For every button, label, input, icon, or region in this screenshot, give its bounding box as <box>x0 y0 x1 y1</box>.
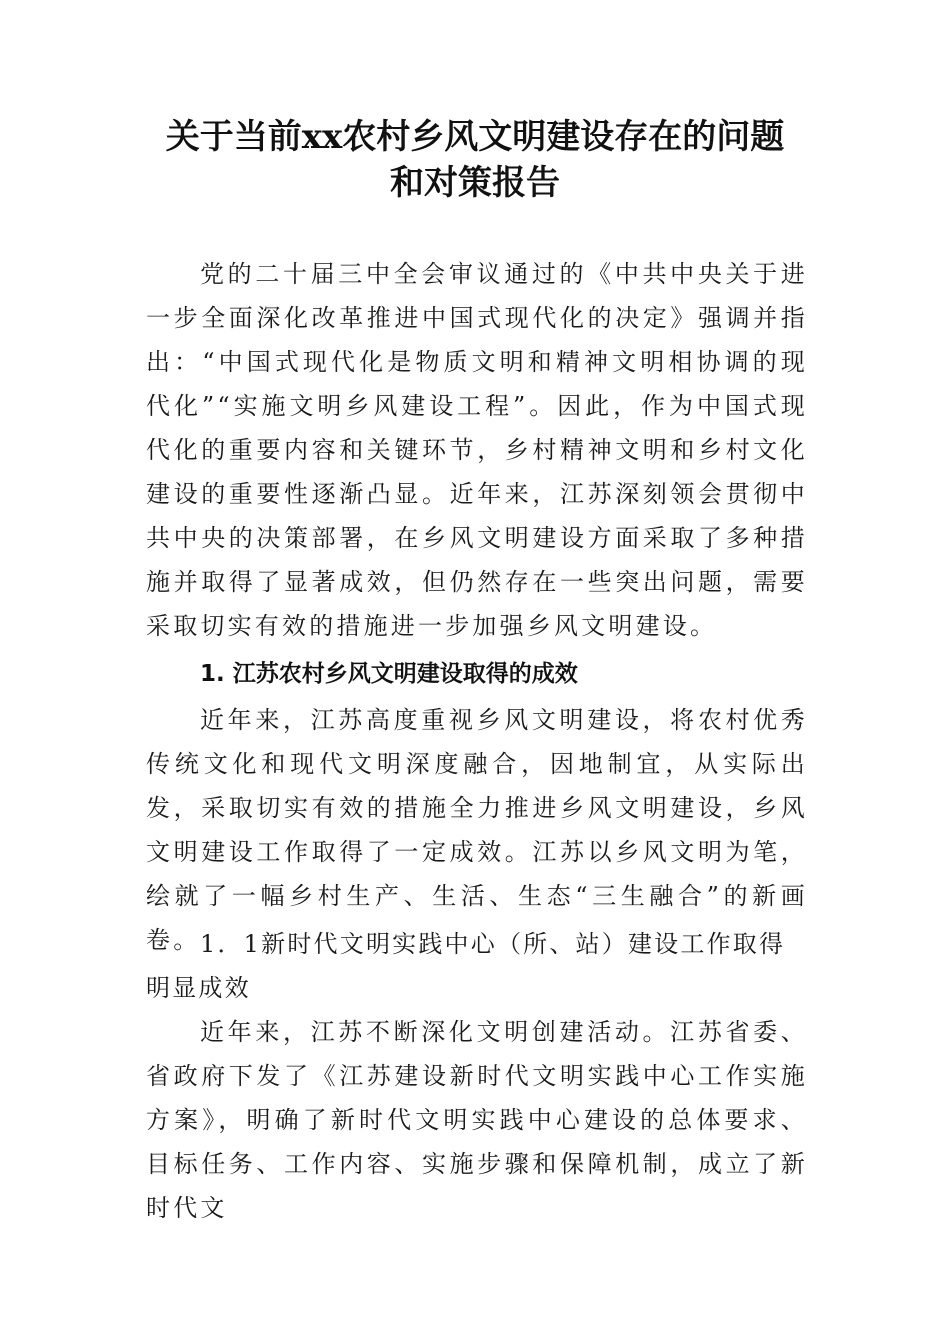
section-heading-1: 1. 江苏农村乡风文明建设取得的成效 <box>200 661 578 687</box>
section-heading-1-1: 1．1新时代文明实践中心（所、站）建设工作取得明显成效 <box>146 930 786 1002</box>
paragraph-practice-center: 近年来，江苏不断深化文明创建活动。江苏省委、省政府下发了《江苏建设新时代文明实践中心工作实施方案》，明确了新时代文明实践中心建设的总体要求、目标任务、工作内容、实施步骤和保障机制，成立了新时代文 <box>146 1018 808 1222</box>
paragraph-achievements: 近年来，江苏高度重视乡风文明建设，将农村优秀传统文化和现代文明深度融合，因地制宜，从实际出发，采取切实有效的措施全力推进乡风文明建设，乡风文明建设工作取得了一定成效。江苏以乡风文明为笔，绘就了一幅乡村生产、生活、生态“三生融合”的新画卷。 <box>146 706 808 954</box>
document-title-line2: 和对策报告 <box>390 163 560 203</box>
paragraph-intro: 党的二十届三中全会审议通过的《中共中央关于进一步全面深化改革推进中国式现代化的决定》强调并指出：“中国式现代化是物质文明和精神文明相协调的现代化”“实施文明乡风建设工程”。因此，作为中国式现代化的重要内容和关键环节，乡村精神文明和乡村文化建设的重要性逐渐凸显。近年来，江苏深刻领会贯彻中共中央的决策部署，在乡风文明建设方面采取了多种措施并取得了显著成效，但仍然存在一些突出问题，需要采取切实有效的措施进一步加强乡风文明建设。 <box>146 260 808 640</box>
document-title-line1: 关于当前xx农村乡风文明建设存在的问题 <box>165 117 785 157</box>
